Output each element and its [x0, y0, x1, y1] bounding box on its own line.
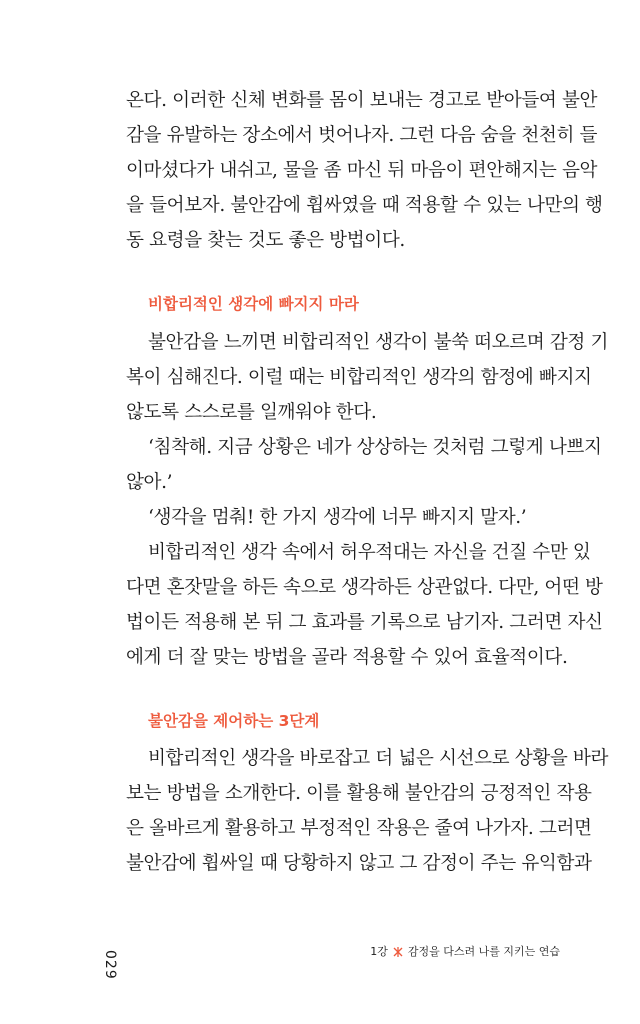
body-line: ‘침착해. 지금 상황은 네가 상상하는 것처럼 그렇게 나쁘지: [148, 437, 602, 458]
cross-sparkle-icon: [392, 946, 404, 958]
body-line: 은 올바르게 활용하고 부정적인 작용은 줄여 나가자. 그러면: [126, 818, 592, 839]
section-heading: 비합리적인 생각에 빠지지 마라: [148, 295, 359, 313]
section-heading: 불안감을 제어하는 3단계: [148, 712, 320, 730]
body-line: 온다. 이러한 신체 변화를 몸이 보내는 경고로 받아들여 불안: [126, 90, 598, 111]
body-line: 비합리적인 생각을 바로잡고 더 넓은 시선으로 상황을 바라: [148, 748, 609, 769]
body-line: 을 들어보자. 불안감에 휩싸였을 때 적용할 수 있는 나만의 행: [126, 195, 603, 216]
body-line: 불안감에 휩싸일 때 당황하지 않고 그 감정이 주는 유익함과: [126, 853, 592, 874]
body-line: 비합리적인 생각 속에서 허우적대는 자신을 건질 수만 있: [148, 542, 591, 563]
body-line: 감을 유발하는 장소에서 벗어나자. 그런 다음 숨을 천천히 들: [126, 125, 598, 146]
body-line: 에게 더 잘 맞는 방법을 골라 적용할 수 있어 효율적이다.: [126, 647, 568, 668]
body-line: 보는 방법을 소개한다. 이를 활용해 불안감의 긍정적인 작용: [126, 783, 592, 804]
body-line: 않아.’: [126, 472, 173, 493]
chapter-label: 1강: [370, 945, 388, 958]
body-line: 복이 심해진다. 이럴 때는 비합리적인 생각의 함정에 빠지지: [126, 367, 592, 388]
body-line: 않도록 스스로를 일깨워야 한다.: [126, 402, 377, 423]
body-line: 다면 혼잣말을 하든 속으로 생각하든 상관없다. 다만, 어떤 방: [126, 577, 603, 598]
running-header: [370, 945, 560, 959]
body-line: 불안감을 느끼면 비합리적인 생각이 불쑥 떠오르며 감정 기: [148, 332, 609, 353]
body-line: 이마셨다가 내쉬고, 물을 좀 마신 뒤 마음이 편안해지는 음악: [126, 160, 598, 181]
page-number: 029: [102, 950, 118, 980]
body-line: 동 요령을 찾는 것도 좋은 방법이다.: [126, 230, 405, 251]
body-line: 법이든 적용해 본 뒤 그 효과를 기록으로 남기자. 그러면 자신: [126, 612, 603, 633]
running-title: 감정을 다스려 나를 지키는 연습: [407, 945, 560, 958]
body-line: ‘생각을 멈춰! 한 가지 생각에 너무 빠지지 말자.’: [148, 507, 527, 528]
